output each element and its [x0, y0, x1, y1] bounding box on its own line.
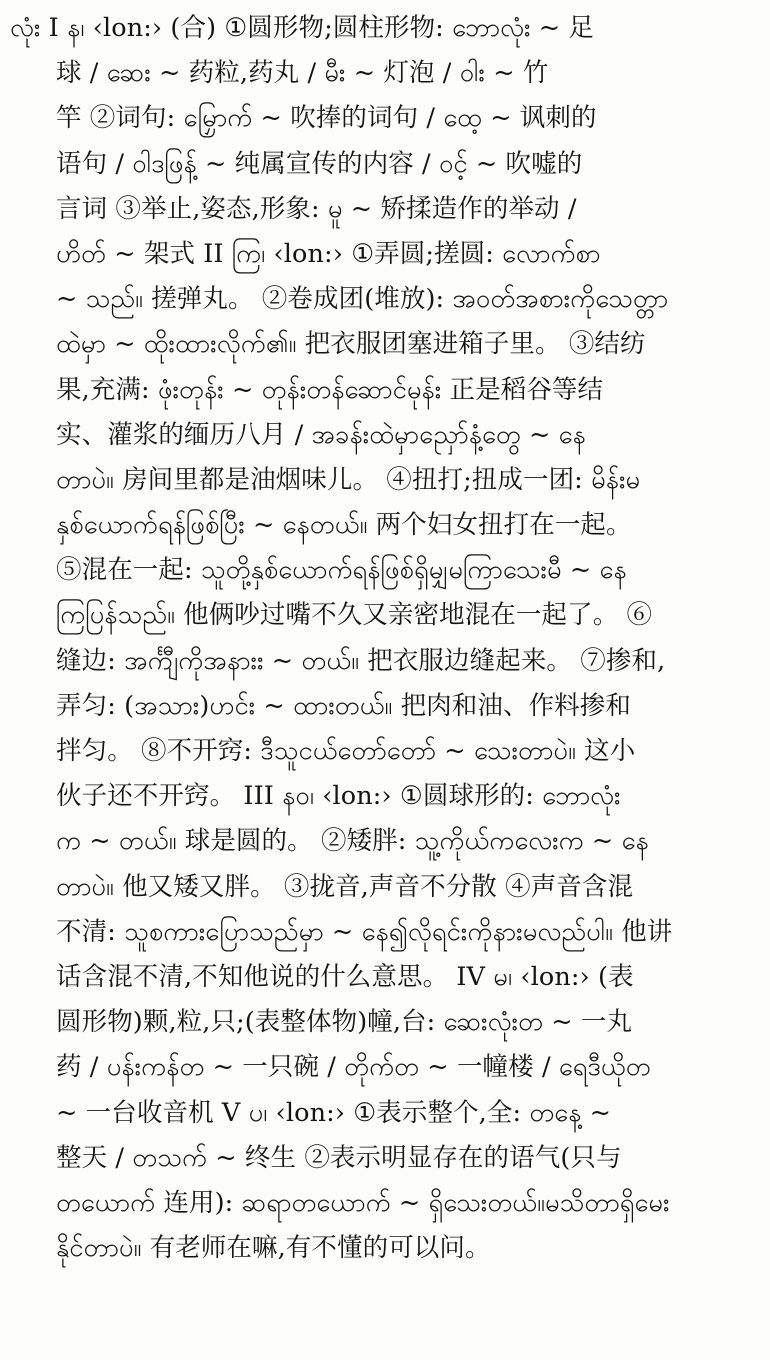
entry-line: 拌匀。 ⑧不开窍: ဒီသူငယ်တော်တော် ~ သေးတာပဲ။ 这小: [56, 736, 636, 766]
entry-line: ~ 一台收音机 V ပ၊ ‹lon:› ①表示整个,全: တနေ့ ~: [56, 1097, 612, 1128]
entry-line: ⑤混在一起: သူတို့နှစ်ယောက်ရန်ဖြစ်ရှိမျှမကြာသေးမီ ~ နေ: [56, 555, 627, 586]
entry-line: 缝边: အင်္ကျီကိုအနားး ~ တယ်။ 把衣服边缝起来。 ⑦掺和,: [56, 645, 666, 676]
entry-line: တယောက် 连用): ဆရာတယောက် ~ ရှိသေးတယ်။မသိတာရှိမေး: [56, 1187, 670, 1218]
entry-line: တာပဲ။ 他又矮又胖。 ③拢音,声音不分散 ④声音含混: [56, 871, 634, 902]
entry-line: 圆形物)颗,粒,只;(表整体物)幢,台: ဆေးလုံးတ ~ 一丸: [56, 1007, 633, 1038]
entry-line: 竿 ②词句: မြှောက် ~ 吹捧的词句 / ထေ့ ~ 讽刺的: [56, 103, 597, 134]
entry-line: 实、灌浆的缅历八月 / အခန်းထဲမှာညှော်နံ့တွေ ~ နေ: [56, 419, 586, 450]
entry-line: က ~ တယ်။ 球是圆的。 ②矮胖: သူ့ကိုယ်ကလေးက ~ နေ: [56, 826, 649, 857]
entry-line: 球 / ဆေး ~ 药粒,药丸 / မီး ~ 灯泡 / ဝါး ~ 竹: [56, 58, 549, 89]
entry-line: နိုင်တာပဲ။ 有老师在嘛,有不懂的可以问。: [56, 1233, 491, 1264]
entry-line: 果,充满: ဖုံးတုန်း ~ တုန်းတန်ဆောင်မုန်း 正是稻谷等结: [56, 374, 604, 405]
entry-line: 言词 ③举止,姿态,形象: မူ ~ 矫揉造作的举动 /: [56, 193, 577, 224]
entry-line: နှစ်ယောက်ရန်ဖြစ်ပြီး ~ နေတယ်။ 两个妇女扭打在一起。: [56, 510, 632, 541]
dictionary-entry-lon: [10, 6, 756, 1271]
entry-line: 不清: သူစကားပြောသည်မှာ ~ နေ၍လိုရင်းကိုနားမလည်ပါ။ 他讲: [56, 916, 673, 947]
entry-line: 话含混不清,不知他说的什么意思。 IV မ၊ ‹lon:› (表: [56, 961, 634, 992]
entry-line: ~ သည်။ 搓弹丸。 ②卷成团(堆放): အဝတ်အစားကိုသေတ္တာ: [56, 284, 669, 315]
entry-line: ကြပြန်သည်။ 他俩吵过嘴不久又亲密地混在一起了。 ⑥: [56, 600, 653, 631]
entry-line: လုံး I န၊ ‹lon:› (合) ①圆形物;圆柱形物: ဘောလုံး ~ 足: [10, 13, 595, 43]
entry-line: 药 / ပန်းကန်တ ~ 一只碗 / တိုက်တ ~ 一幢楼 / ရေဒီယိုတ: [56, 1052, 651, 1083]
entry-line: 伙子还不开窍。 III နဝ၊ ‹lon:› ①圆球形的: ဘောလုံး: [56, 781, 621, 812]
entry-line: 语句 / ဝါဒဖြန့် ~ 纯属宣传的内容 / ဝင့် ~ 吹嘘的: [56, 148, 583, 179]
entry-line: တာပဲ။ 房间里都是油烟味儿。 ④扭打;扭成一团: မိန်းမ: [56, 464, 641, 495]
entry-line: 弄匀: (အသား)ဟင်း ~ ထားတယ်။ 把肉和油、作料掺和: [56, 690, 631, 721]
entry-line: ထဲမှာ ~ ထိုးထားလိုက်၏။ 把衣服团塞进箱子里。 ③结纺: [56, 329, 646, 360]
entry-line: 整天 / တသက် ~ 终生 ②表示明显存在的语气(只与: [56, 1142, 622, 1173]
entry-line: ဟိတ် ~ 架式 II ကြ၊ ‹lon:› ①弄圆;搓圆: လောက်စာ: [56, 238, 601, 269]
